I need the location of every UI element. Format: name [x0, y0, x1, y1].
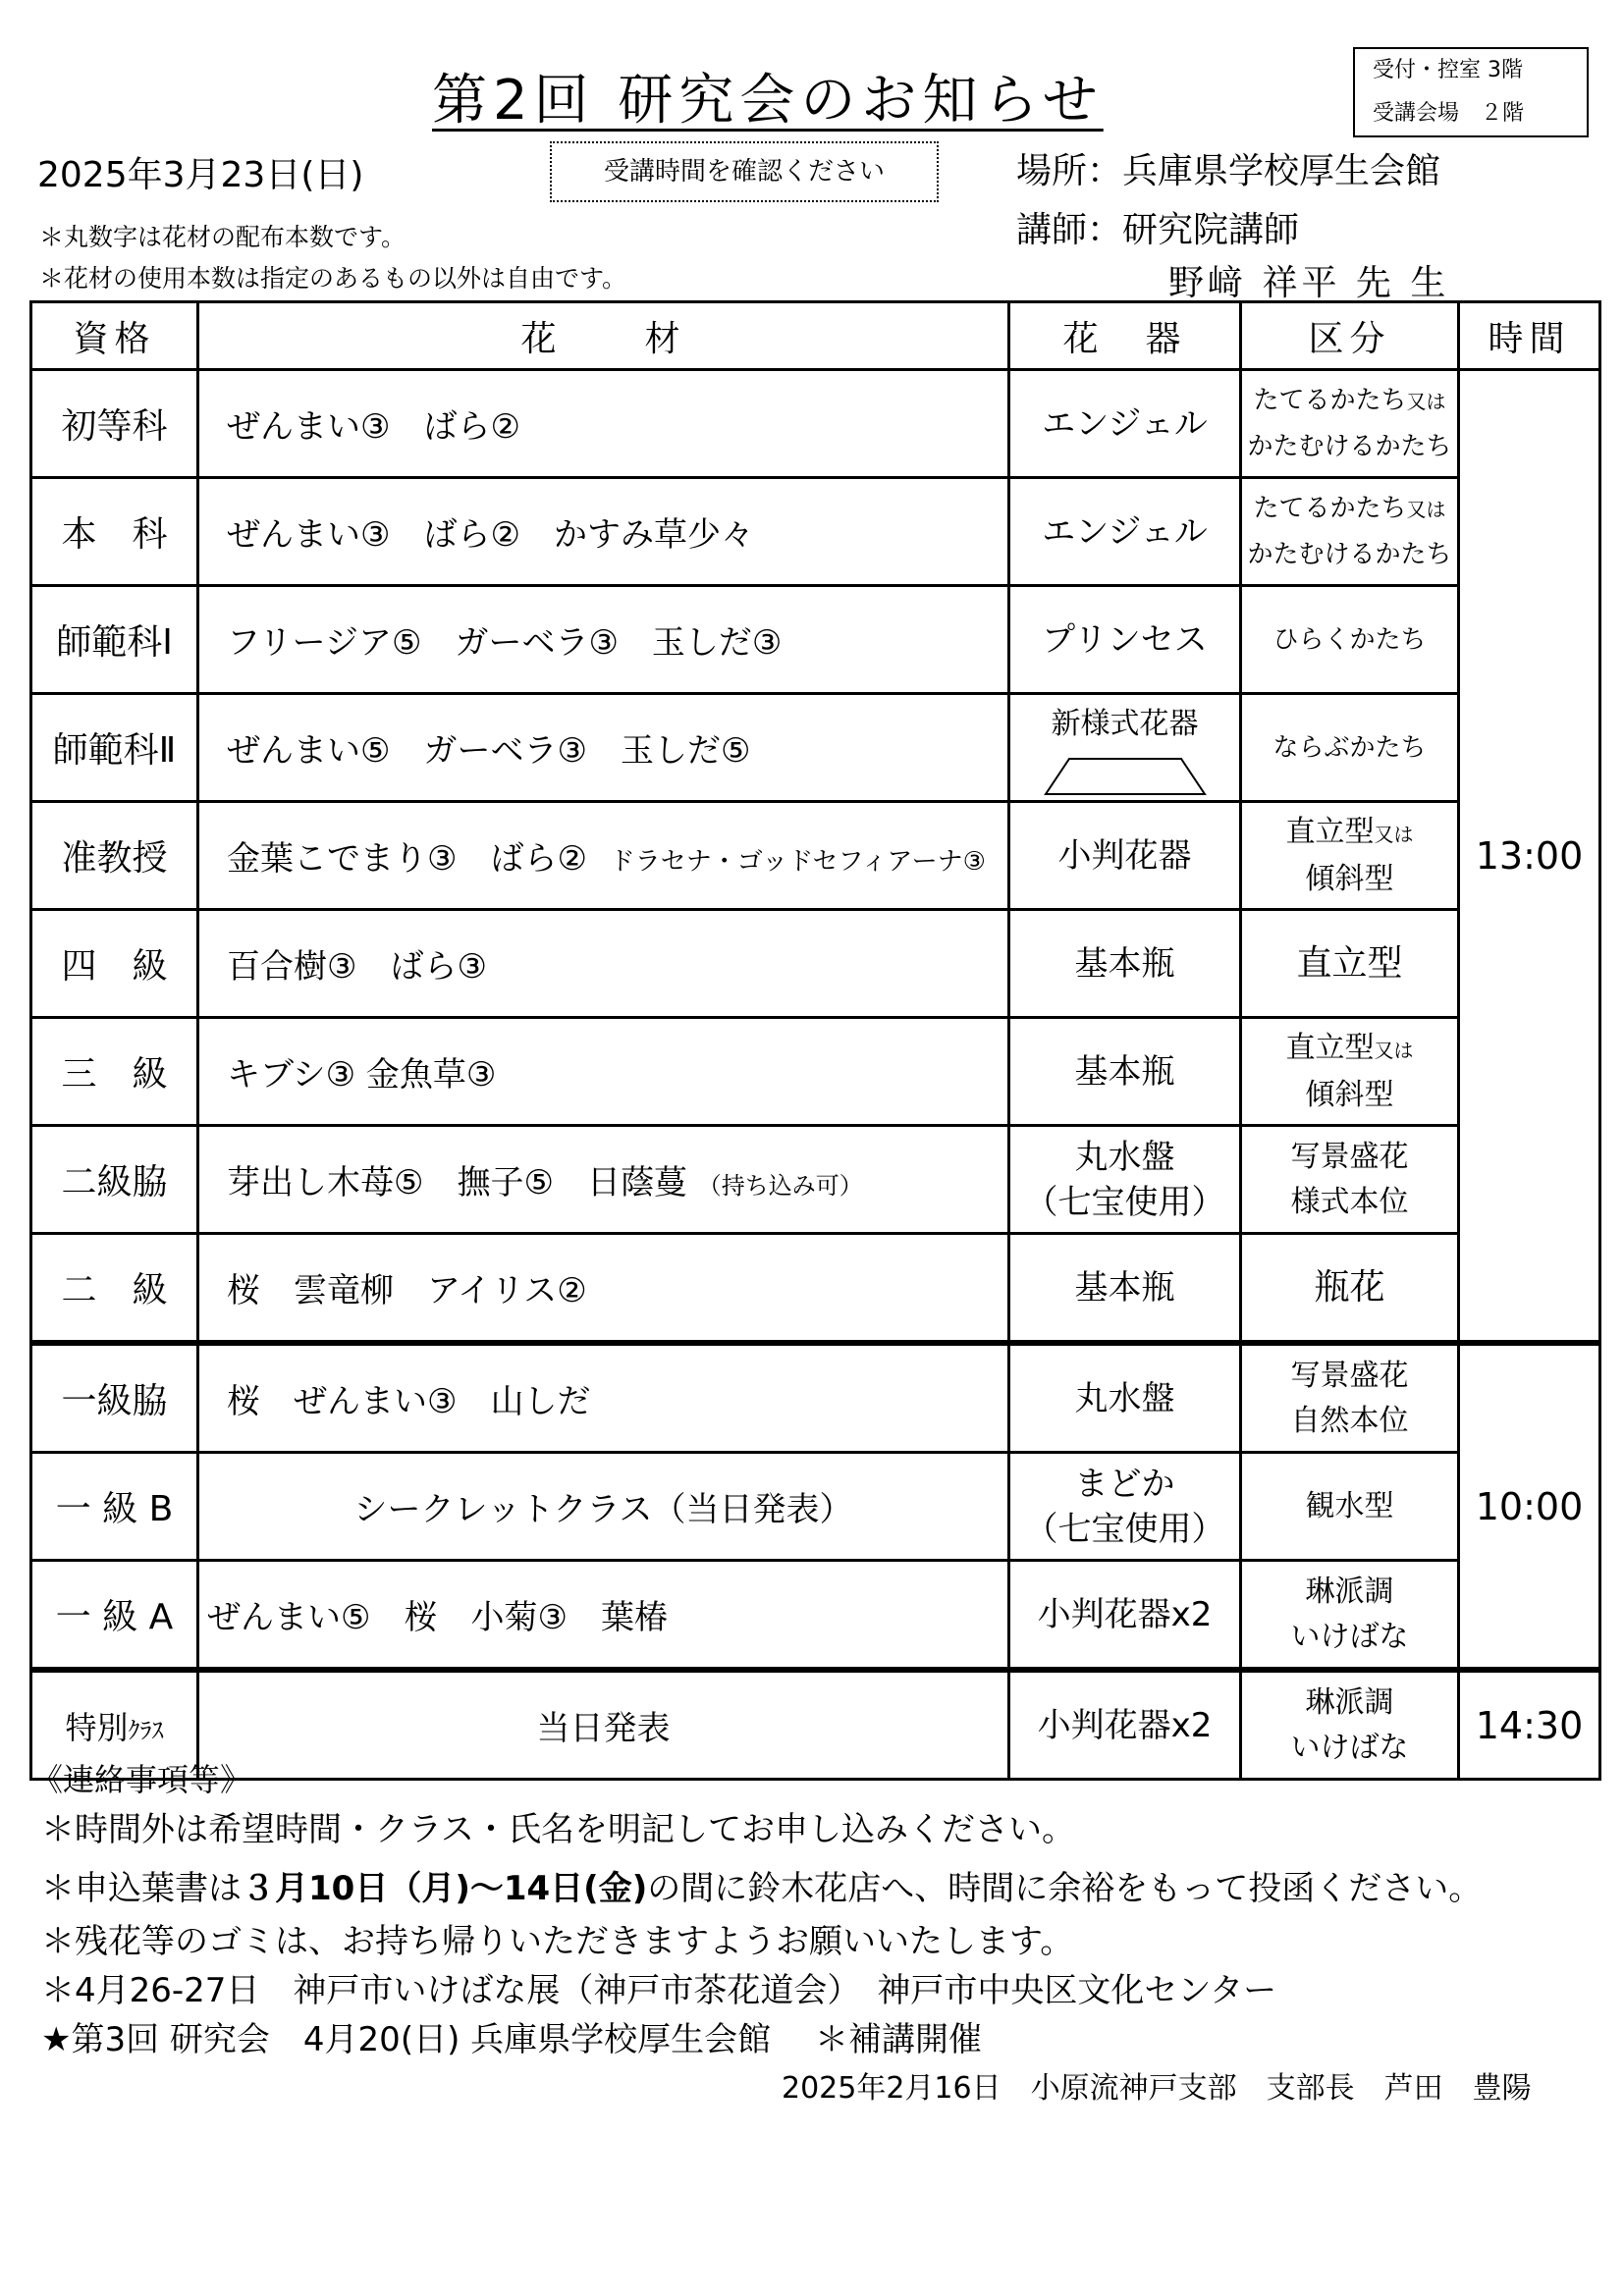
- table-row: [31, 1561, 1600, 1671]
- contact-text: ＊申込葉書は: [41, 1869, 242, 1908]
- qualification: 二 級: [31, 1234, 198, 1344]
- or-label: 又は: [1374, 822, 1414, 846]
- vase: 基本瓶: [1009, 910, 1241, 1018]
- teacher-name: 野﨑 祥平 先 生: [1168, 263, 1450, 303]
- table-row: [31, 1126, 1600, 1234]
- table-row: [31, 1018, 1600, 1126]
- table-row: [31, 694, 1600, 802]
- lecture-floor: 受講会場 ２階: [1373, 101, 1525, 126]
- category: [1241, 1126, 1459, 1234]
- materials: フリージア⑤ ガーベラ③ 玉しだ③: [198, 586, 1009, 694]
- vase-name: 新様式花器: [1051, 706, 1199, 741]
- category: 瓶花: [1241, 1234, 1459, 1344]
- materials: [198, 1126, 1009, 1234]
- vase: エンジェル: [1009, 478, 1241, 586]
- vase-note: （七宝使用）: [1024, 1182, 1225, 1222]
- category-line: 直立型: [1285, 814, 1375, 849]
- table-row: [31, 586, 1600, 694]
- or-label: 又は: [1406, 390, 1446, 413]
- table-row: [31, 1453, 1600, 1561]
- time-slot: 10:00: [1459, 1343, 1600, 1670]
- application-period: ３月10日（月)～14日(金): [242, 1869, 648, 1908]
- category-line: 写景盛花: [1290, 1139, 1409, 1174]
- vase-note: （七宝使用）: [1024, 1509, 1225, 1549]
- materials-main: 金葉こでまり③ ばら②: [227, 839, 587, 879]
- vase: プリンセス: [1009, 586, 1241, 694]
- materials: ぜんまい⑤ ガーベラ③ 玉しだ⑤: [198, 694, 1009, 802]
- header-qualification: 資格: [31, 302, 198, 370]
- vase: 基本瓶: [1009, 1234, 1241, 1344]
- vase: [1009, 1453, 1241, 1561]
- contact-line: ＊残花等のゴミは、お持ち帰りいただきますようお願いいたします。: [41, 1922, 1074, 1961]
- time-slot: 14:30: [1459, 1670, 1600, 1780]
- lecturer: 講師：研究院講師: [1016, 210, 1300, 250]
- vase: 丸水盤: [1009, 1343, 1241, 1453]
- qualification: 初等科: [31, 370, 198, 478]
- materials-extra: （持ち込み可）: [697, 1172, 863, 1200]
- table-row: [31, 370, 1600, 478]
- materials: 桜 ぜんまい③ 山しだ: [198, 1343, 1009, 1453]
- or-label: 又は: [1374, 1038, 1414, 1062]
- vase-name: まどか: [1074, 1464, 1175, 1504]
- vase: 小判花器x2: [1009, 1670, 1241, 1780]
- category-line: たてるかたち: [1253, 386, 1407, 415]
- category-line: 傾斜型: [1305, 861, 1394, 896]
- category-line: 琳派調: [1305, 1574, 1394, 1609]
- header-time: 時間: [1459, 302, 1600, 370]
- category: ひらくかたち: [1241, 586, 1459, 694]
- materials: 桜 雲竜柳 アイリス②: [198, 1234, 1009, 1344]
- note-line: ＊花材の使用本数は指定のあるもの以外は自由です。: [39, 264, 627, 293]
- contact-text: の間に鈴木花店へ、時間に余裕をもって投函ください。: [647, 1869, 1483, 1908]
- category-line: 傾斜型: [1305, 1077, 1394, 1112]
- category-line: かたむけるかたち: [1247, 432, 1452, 461]
- category-line: 様式本位: [1290, 1184, 1409, 1219]
- vase: [1009, 1126, 1241, 1234]
- category: [1241, 1343, 1459, 1453]
- confirm-time-note: 受講時間を確認ください: [550, 141, 939, 202]
- signature: 2025年2月16日 小原流神戸支部 支部長 芦田 豊陽: [782, 2071, 1532, 2106]
- vase: エンジェル: [1009, 370, 1241, 478]
- table-row: [31, 478, 1600, 586]
- materials: ぜんまい③ ばら② かすみ草少々: [198, 478, 1009, 586]
- category: [1241, 1561, 1459, 1671]
- table-row: [31, 1343, 1600, 1453]
- category: [1241, 370, 1459, 478]
- category-line: いけばな: [1290, 1619, 1409, 1654]
- qualification: 三 級: [31, 1018, 198, 1126]
- materials-main: 芽出し木苺⑤ 撫子⑤ 日蔭蔓: [227, 1163, 687, 1202]
- category: [1241, 1670, 1459, 1780]
- materials: ぜんまい⑤ 桜 小菊③ 葉椿: [198, 1561, 1009, 1671]
- materials: ぜんまい③ ばら②: [198, 370, 1009, 478]
- category-line: たてるかたち: [1253, 494, 1407, 523]
- reception-floor: 受付・控室 3階: [1373, 58, 1523, 82]
- qualification: 一級脇: [31, 1343, 198, 1453]
- table-header-row: [31, 302, 1600, 370]
- contact-heading: 《連絡事項等》: [31, 1761, 252, 1798]
- venue: 場所：兵庫県学校厚生会館: [1016, 151, 1441, 191]
- or-label: 又は: [1406, 498, 1446, 521]
- qualification: 二級脇: [31, 1126, 198, 1234]
- materials: 百合樹③ ばら③: [198, 910, 1009, 1018]
- qualification: 一 級 B: [31, 1453, 198, 1561]
- vase-name: 丸水盤: [1074, 1137, 1175, 1177]
- qualification: 師範科Ⅰ: [31, 586, 198, 694]
- category: 直立型: [1241, 910, 1459, 1018]
- table-row: [31, 802, 1600, 910]
- header-category: 区分: [1241, 302, 1459, 370]
- qualification: 四 級: [31, 910, 198, 1018]
- category-line: 自然本位: [1290, 1403, 1409, 1438]
- time-slot: 13:00: [1459, 370, 1600, 1344]
- qualification-suffix: ｸﾗｽ: [128, 1716, 164, 1744]
- materials-extra: ドラセナ・ゴッドセフィアーナ③: [609, 847, 986, 877]
- note-line: ＊丸数字は花材の配布本数です。: [39, 223, 406, 251]
- category-line: いけばな: [1290, 1730, 1409, 1765]
- contact-line: [41, 1861, 1482, 1909]
- table-row: [31, 1670, 1600, 1780]
- vase: 小判花器: [1009, 802, 1241, 910]
- category: 観水型: [1241, 1453, 1459, 1561]
- header-materials: 花 材: [198, 302, 1009, 370]
- contact-line: ＊時間外は希望時間・クラス・氏名を明記してお申し込みください。: [41, 1810, 1075, 1849]
- vase: [1009, 694, 1241, 802]
- materials: シークレットクラス（当日発表）: [198, 1453, 1009, 1561]
- schedule-table: [29, 300, 1601, 1781]
- materials: キブシ③ 金魚草③: [198, 1018, 1009, 1126]
- category-line: かたむけるかたち: [1247, 540, 1452, 569]
- materials: 当日発表: [198, 1670, 1009, 1780]
- category: [1241, 802, 1459, 910]
- qualification-main: 特別: [65, 1708, 129, 1746]
- qualification: 師範科Ⅱ: [31, 694, 198, 802]
- vase: 小判花器x2: [1009, 1561, 1241, 1671]
- trapezoid-vase-icon: [1042, 757, 1209, 796]
- header-vase: 花 器: [1009, 302, 1241, 370]
- event-date: 2025年3月23日(日): [37, 155, 364, 195]
- vase: 基本瓶: [1009, 1018, 1241, 1126]
- category-line: 直立型: [1285, 1030, 1375, 1065]
- contact-line: ＊4月26-27日 神戸市いけばな展（神戸市茶花道会） 神戸市中央区文化センター: [41, 1971, 1277, 2010]
- materials: [198, 802, 1009, 910]
- qualification: 一 級 A: [31, 1561, 198, 1671]
- room-info-box: [1353, 47, 1589, 137]
- qualification: 准教授: [31, 802, 198, 910]
- category-line: 琳派調: [1305, 1684, 1394, 1720]
- category-line: 写景盛花: [1290, 1358, 1409, 1393]
- category: ならぶかたち: [1241, 694, 1459, 802]
- qualification: 本 科: [31, 478, 198, 586]
- page-title: 第2回 研究会のお知らせ: [432, 69, 1104, 133]
- category: [1241, 478, 1459, 586]
- contact-line: ★第3回 研究会 4月20(日) 兵庫県学校厚生会館 ＊補講開催: [41, 2020, 982, 2059]
- table-row: [31, 910, 1600, 1018]
- category: [1241, 1018, 1459, 1126]
- table-row: [31, 1234, 1600, 1344]
